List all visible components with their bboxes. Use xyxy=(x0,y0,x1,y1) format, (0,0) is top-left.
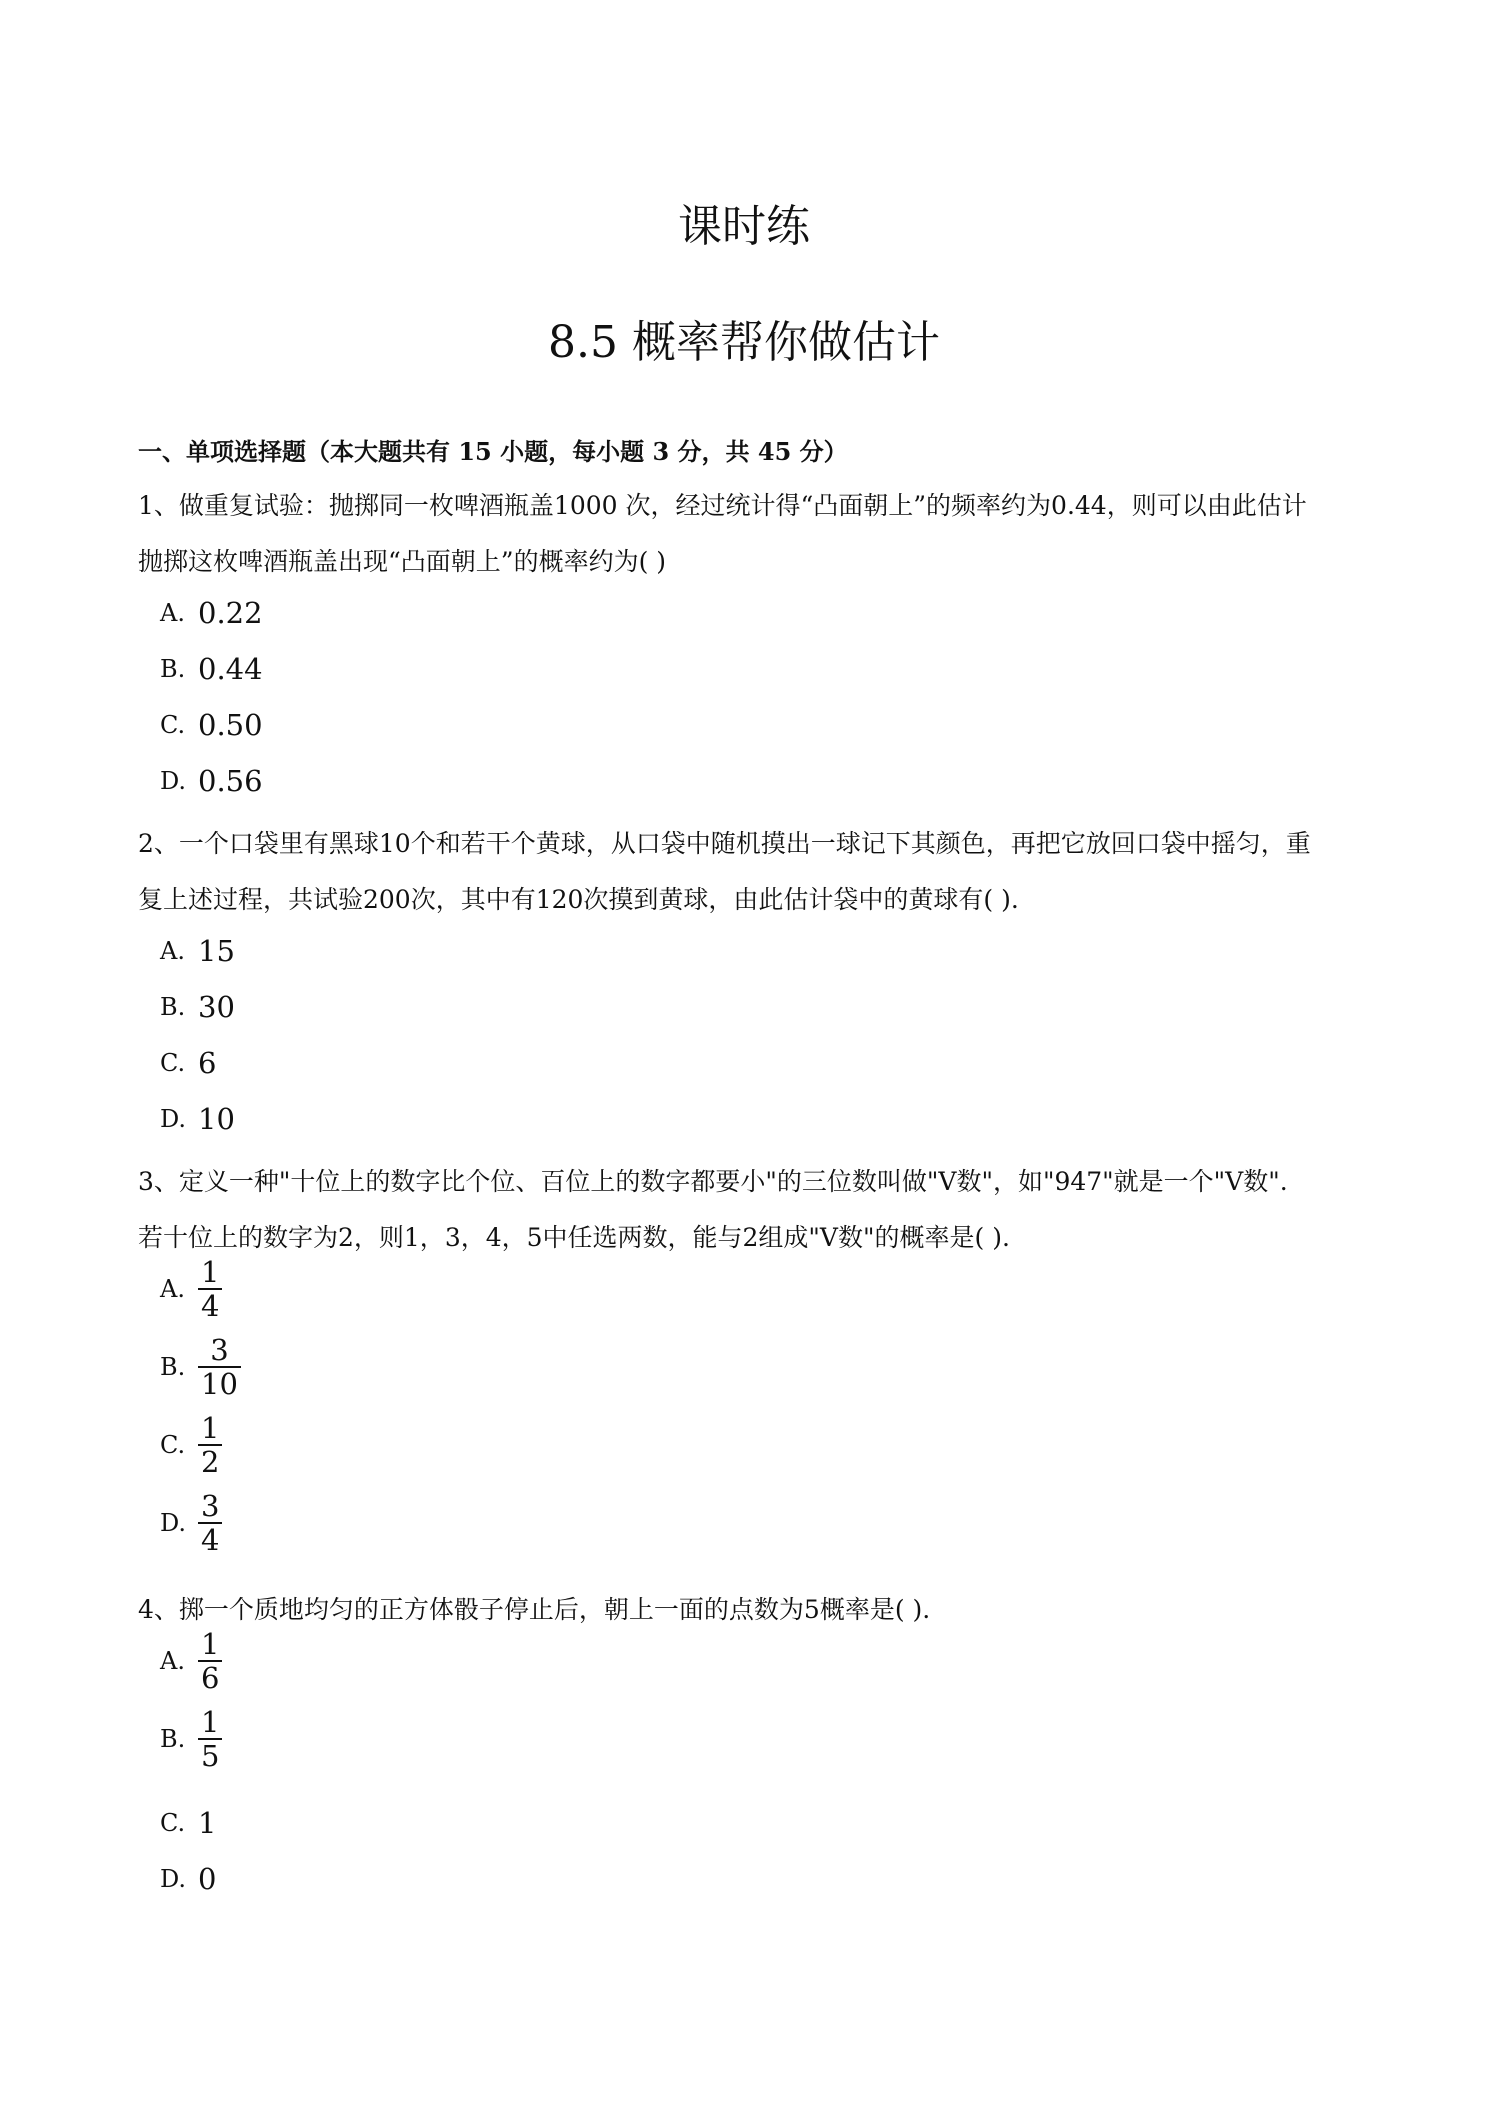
q1-option-b xyxy=(160,652,263,686)
lesson-title: 8.5 概率帮你做估计 xyxy=(548,317,940,368)
option-value: 0 xyxy=(198,1862,217,1896)
fraction-numerator: 3 xyxy=(201,1489,220,1523)
option-label: B. xyxy=(160,993,186,1021)
option-value: 30 xyxy=(198,990,235,1024)
option-label: A. xyxy=(160,1647,185,1675)
fraction xyxy=(198,1706,222,1772)
q4-option-b xyxy=(160,1706,222,1772)
option-value: 0.22 xyxy=(198,596,263,630)
option-label: D. xyxy=(160,767,187,795)
question-2-line-2: 复上述过程，共试验200次，其中有120次摸到黄球，由此估计袋中的黄球有( ). xyxy=(138,885,1019,914)
q1-option-c xyxy=(160,708,263,742)
q3-option-b xyxy=(160,1334,241,1400)
question-3-line-1: 3、定义一种"十位上的数字比个位、百位上的数字都要小"的三位数叫做"V数"，如"947"就是一个"V数". xyxy=(138,1167,1288,1196)
q2-option-a xyxy=(160,934,235,968)
fraction-numerator: 3 xyxy=(210,1333,229,1367)
fraction-denominator: 2 xyxy=(201,1445,220,1479)
fraction-denominator: 6 xyxy=(201,1661,220,1695)
page-title: 课时练 xyxy=(678,201,810,252)
q4-option-d xyxy=(160,1862,216,1896)
fraction-numerator: 1 xyxy=(201,1705,220,1739)
question-1 xyxy=(138,478,1378,590)
option-label: A. xyxy=(160,1275,185,1303)
question-2-line-1: 2、一个口袋里有黑球10个和若干个黄球，从口袋中随机摸出一球记下其颜色，再把它放回口袋中摇匀，重 xyxy=(138,829,1311,858)
fraction xyxy=(198,1628,222,1694)
option-label: B. xyxy=(160,655,186,683)
option-label: A. xyxy=(160,599,185,627)
q3-option-a xyxy=(160,1256,222,1322)
q1-option-a xyxy=(160,596,263,630)
question-4 xyxy=(138,1582,1378,1638)
question-1-line-2: 抛掷这枚啤酒瓶盖出现“凸面朝上”的概率约为( ) xyxy=(138,547,667,576)
fraction-denominator: 4 xyxy=(201,1289,220,1323)
option-value: 10 xyxy=(198,1102,235,1136)
q2-option-c xyxy=(160,1046,216,1080)
option-label: A. xyxy=(160,937,185,965)
option-label: D. xyxy=(160,1105,187,1133)
option-value: 0.50 xyxy=(198,708,263,742)
question-3 xyxy=(138,1154,1378,1266)
q3-option-d xyxy=(160,1490,222,1556)
option-label: D. xyxy=(160,1509,187,1537)
option-label: B. xyxy=(160,1725,186,1753)
q3-option-c xyxy=(160,1412,222,1478)
option-label: C. xyxy=(160,1049,186,1077)
option-value: 6 xyxy=(198,1046,217,1080)
option-label: C. xyxy=(160,1431,186,1459)
fraction xyxy=(198,1412,222,1478)
q1-option-d xyxy=(160,764,263,798)
q4-option-c xyxy=(160,1806,216,1840)
option-value: 0.56 xyxy=(198,764,263,798)
fraction-numerator: 1 xyxy=(201,1627,220,1661)
q2-option-b xyxy=(160,990,235,1024)
question-2 xyxy=(138,816,1378,928)
question-4-line-1: 4、掷一个质地均匀的正方体骰子停止后，朝上一面的点数为5概率是( ). xyxy=(138,1595,931,1624)
question-1-line-1: 1、做重复试验：抛掷同一枚啤酒瓶盖1000 次，经过统计得“凸面朝上”的频率约为0.44，则可以由此估计 xyxy=(138,491,1307,520)
option-value: 1 xyxy=(198,1806,217,1840)
option-label: C. xyxy=(160,711,186,739)
q4-option-a xyxy=(160,1628,222,1694)
question-3-line-2: 若十位上的数字为2，则1，3，4，5中任选两数，能与2组成"V数"的概率是( ). xyxy=(138,1223,1010,1252)
option-value: 15 xyxy=(198,934,235,968)
fraction xyxy=(198,1256,222,1322)
section-heading: 一、单项选择题（本大题共有 15 小题，每小题 3 分，共 45 分） xyxy=(138,437,848,466)
fraction-numerator: 1 xyxy=(201,1255,220,1289)
option-label: D. xyxy=(160,1865,187,1893)
fraction-denominator: 4 xyxy=(201,1523,220,1557)
fraction-denominator: 5 xyxy=(201,1739,220,1773)
fraction-numerator: 1 xyxy=(201,1411,220,1445)
fraction xyxy=(198,1490,222,1556)
option-value: 0.44 xyxy=(198,652,263,686)
option-label: C. xyxy=(160,1809,186,1837)
option-label: B. xyxy=(160,1353,186,1381)
q2-option-d xyxy=(160,1102,235,1136)
fraction-denominator: 10 xyxy=(201,1367,238,1401)
fraction xyxy=(198,1334,241,1400)
